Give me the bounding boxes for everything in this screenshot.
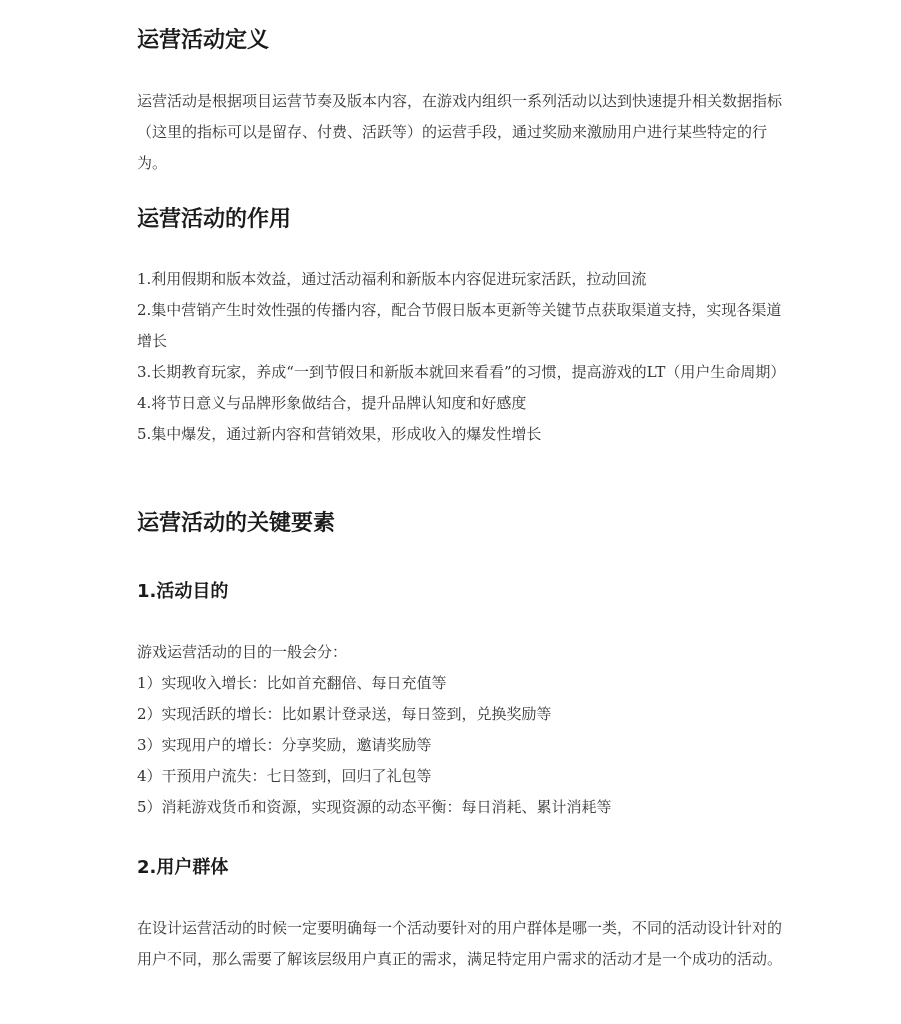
heading-purpose: 1.活动目的 [137,581,229,602]
user-group-paragraph: 在设计运营活动的时候一定要明确每一个活动要针对的用户群体是哪一类，不同的活动设计针对的用户不同，那么需要了解该层级用户真正的需求，满足特定用户需求的活动才是一个成功的活动。 [137,919,783,968]
purpose-intro: 游戏运营活动的目的一般会分： [137,643,348,661]
role-item-4: 4.将节日意义与品牌形象做结合，提升品牌认知度和好感度 [137,394,527,412]
purpose-list [137,637,782,823]
role-list [137,264,786,450]
purpose-item-1: 1）实现收入增长：比如首充翻倍、每日充值等 [137,674,447,692]
heading-key-elements: 运营活动的关键要素 [137,511,336,536]
definition-paragraph: 运营活动是根据项目运营节奏及版本内容，在游戏内组织一系列活动以达到快速提升相关数据指标（这里的指标可以是留存、付费、活跃等）的运营手段，通过奖励来激励用户进行某些特定的行为。 [137,92,783,172]
purpose-item-2: 2）实现活跃的增长：比如累计登录送，每日签到，兑换奖励等 [137,705,552,723]
heading-role: 运营活动的作用 [137,207,292,232]
role-item-1: 1.利用假期和版本效益，通过活动福利和新版本内容促进玩家活跃，拉动回流 [137,270,647,288]
heading-user-group: 2.用户群体 [137,857,229,878]
purpose-item-3: 3）实现用户的增长：分享奖励，邀请奖励等 [137,736,432,754]
role-item-5: 5.集中爆发，通过新内容和营销效果，形成收入的爆发性增长 [137,425,542,443]
role-item-3: 3.长期教育玩家，养成“一到节假日和新版本就回来看看”的习惯，提高游戏的LT（用户生命周期） [137,363,786,381]
role-item-2: 2.集中营销产生时效性强的传播内容，配合节假日版本更新等关键节点获取渠道支持，实现各渠道增长 [137,301,782,350]
purpose-item-4: 4）干预用户流失：七日签到，回归了礼包等 [137,767,432,785]
purpose-item-5: 5）消耗游戏货币和资源，实现资源的动态平衡：每日消耗、累计消耗等 [137,798,612,816]
heading-definition: 运营活动定义 [137,28,270,53]
